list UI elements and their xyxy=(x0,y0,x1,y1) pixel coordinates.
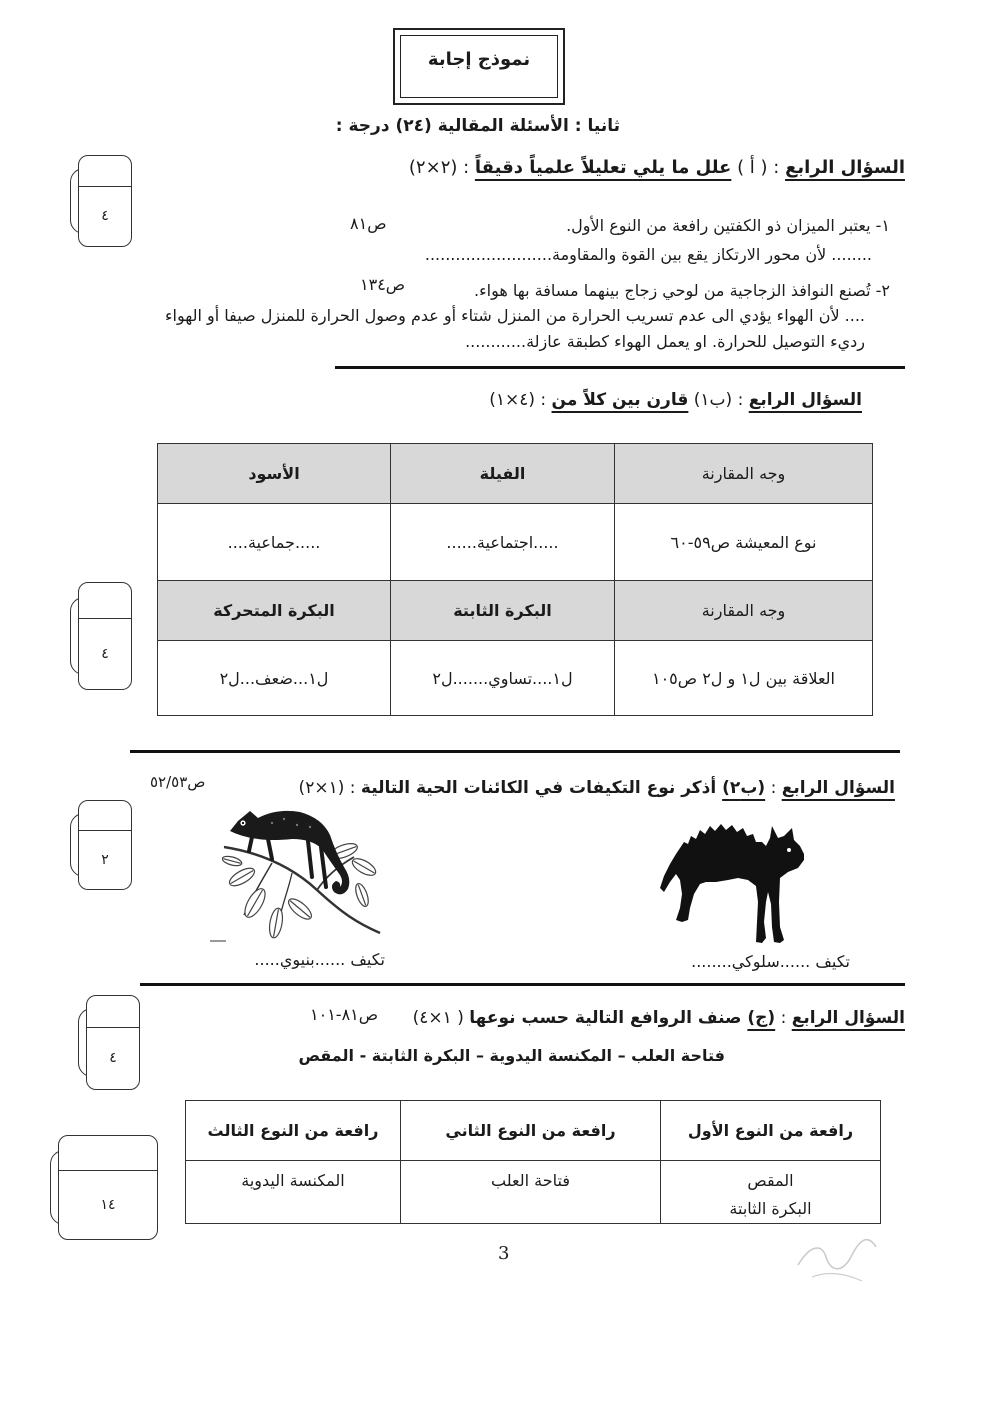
score-box-q4b1 xyxy=(70,582,132,690)
lever-class-2-header: رافعة من النوع الثاني xyxy=(401,1101,661,1161)
lever-class-3-header: رافعة من النوع الثالث xyxy=(186,1101,401,1161)
lever-item: البكرة الثابتة xyxy=(729,1199,812,1218)
lever-class-3-cell xyxy=(186,1161,401,1224)
comparison-aspect-cell: نوع المعيشة ص٥٩-٦٠ xyxy=(615,504,873,581)
section-divider xyxy=(130,750,900,753)
cat-icon xyxy=(658,822,806,947)
total-score-box xyxy=(50,1135,158,1240)
question-part: : ( أ ) xyxy=(731,157,786,178)
section-divider xyxy=(335,366,905,369)
question-item-2: ٢- تُصنع النوافذ الزجاجية من لوحي زجاج بينهما مسافة بها هواء. xyxy=(474,281,890,300)
lever-item: المقص xyxy=(747,1171,794,1190)
question-label: السؤال الرابع xyxy=(791,1008,905,1028)
question-instruction: علل ما يلي تعليلاً علمياً دقيقاً xyxy=(474,157,732,178)
comparison-aspect-header: وجه المقارنة xyxy=(615,444,873,504)
question-item-1: ١- يعتبر الميزان ذو الكفتين رافعة من النوع الأول. xyxy=(566,216,890,235)
question-separator: : xyxy=(765,778,782,798)
comparison-aspect-header: وجه المقارنة xyxy=(615,581,873,641)
levers-list: فتاحة العلب – المكنسة اليدوية – البكرة الثابتة - المقص xyxy=(298,1046,725,1065)
question-label: السؤال الرابع xyxy=(748,390,862,410)
comparison-row xyxy=(158,504,873,581)
lever-item: المكنسة اليدوية xyxy=(241,1171,345,1190)
question-instruction: قارن بين كلاً من xyxy=(551,390,689,410)
question-separator: : xyxy=(775,1008,792,1028)
question-4b2-heading xyxy=(299,778,895,798)
lever-class-2-cell xyxy=(401,1161,661,1224)
question-label: السؤال الرابع xyxy=(785,157,905,178)
question-label: السؤال الرابع xyxy=(781,778,895,798)
signature-mark xyxy=(792,1225,880,1289)
comparison-answer-cell: .....جماعية.... xyxy=(158,504,391,581)
answer-line: .... لأن الهواء يؤدي الى عدم تسريب الحرارة من المنزل شتاء أو عدم وصول الحرارة للمنزل صيفا أو الهواء xyxy=(165,306,865,325)
comparison-answer-cell: ل١....تساوي.......ل٢ xyxy=(391,641,615,716)
question-marks: : (١×٢) xyxy=(298,778,361,798)
lever-item: فتاحة العلب xyxy=(491,1171,570,1190)
page-reference: ص٨١-١٠١ xyxy=(310,1005,379,1024)
score-box-q4a xyxy=(70,155,132,247)
adaptation-caption-chameleon: تكيف ......بنيوي..... xyxy=(254,950,385,969)
comparison-header-row xyxy=(158,581,873,641)
answer-line: رديء التوصيل للحرارة. او يعمل الهواء كطبقة عازلة............ xyxy=(465,332,865,351)
comparison-header-cell: البكرة المتحركة xyxy=(158,581,391,641)
page-reference: ص٨١ xyxy=(350,214,387,233)
lever-answer-row xyxy=(186,1161,881,1224)
question-marks: : (٤×١) xyxy=(489,390,552,410)
question-instruction: أذكر نوع التكيفات في الكائنات الحية التالية xyxy=(360,778,723,798)
adaptation-caption-cat: تكيف ......سلوكي........ xyxy=(691,952,850,971)
page-reference: ص٥٢/٥٣ xyxy=(150,773,206,791)
score-box-q4b2 xyxy=(70,800,132,890)
lever-class-1-header: رافعة من النوع الأول xyxy=(661,1101,881,1161)
lever-header-row xyxy=(186,1101,881,1161)
comparison-header-cell: الفيلة xyxy=(391,444,615,504)
lever-class-1-cell xyxy=(661,1161,881,1224)
question-part: (ب٢) xyxy=(722,778,766,798)
comparison-answer-cell: .....اجتماعية...... xyxy=(391,504,615,581)
comparison-aspect-cell: العلاقة بين ل١ و ل٢ ص١٠٥ xyxy=(615,641,873,716)
question-4c-heading xyxy=(413,1008,905,1028)
comparison-header-cell: البكرة الثابتة xyxy=(391,581,615,641)
comparison-answer-cell: ل١...ضعف...ل٢ xyxy=(158,641,391,716)
question-instruction: صنف الروافع التالية حسب نوعها xyxy=(469,1008,748,1028)
comparison-header-row xyxy=(158,444,873,504)
lever-classification-table xyxy=(185,1100,881,1224)
score-value: ٢ xyxy=(101,851,109,868)
answer-key-title-box xyxy=(393,28,565,105)
question-4b1-heading xyxy=(489,390,862,410)
score-value: ٤ xyxy=(109,1050,117,1067)
question-part: (ج) xyxy=(747,1008,776,1028)
total-score-value: ١٤ xyxy=(100,1197,116,1213)
page-number: 3 xyxy=(498,1243,510,1264)
score-box-q4c xyxy=(78,995,140,1090)
stray-mark xyxy=(210,940,226,942)
question-4a-heading xyxy=(409,157,905,178)
section-heading: ثانيا : الأسئلة المقالية (٢٤) درجة : xyxy=(335,116,620,136)
comparison-header-cell: الأسود xyxy=(158,444,391,504)
question-marks: ( ١×٤) xyxy=(412,1008,470,1028)
comparison-row xyxy=(158,641,873,716)
chameleon-icon xyxy=(222,805,382,940)
score-value: ٤ xyxy=(101,208,109,225)
score-value: ٤ xyxy=(101,646,109,663)
comparison-table xyxy=(157,443,873,716)
answer-line: ........ لأن محور الارتكاز يقع بين القوة والمقاومة......................... xyxy=(424,245,872,264)
page-reference: ص١٣٤ xyxy=(360,275,406,294)
section-divider xyxy=(140,983,905,986)
question-part: : (ب١) xyxy=(688,390,749,410)
question-marks: : (٢×٢) xyxy=(408,157,475,178)
page-title: نموذج إجابة xyxy=(400,35,558,98)
